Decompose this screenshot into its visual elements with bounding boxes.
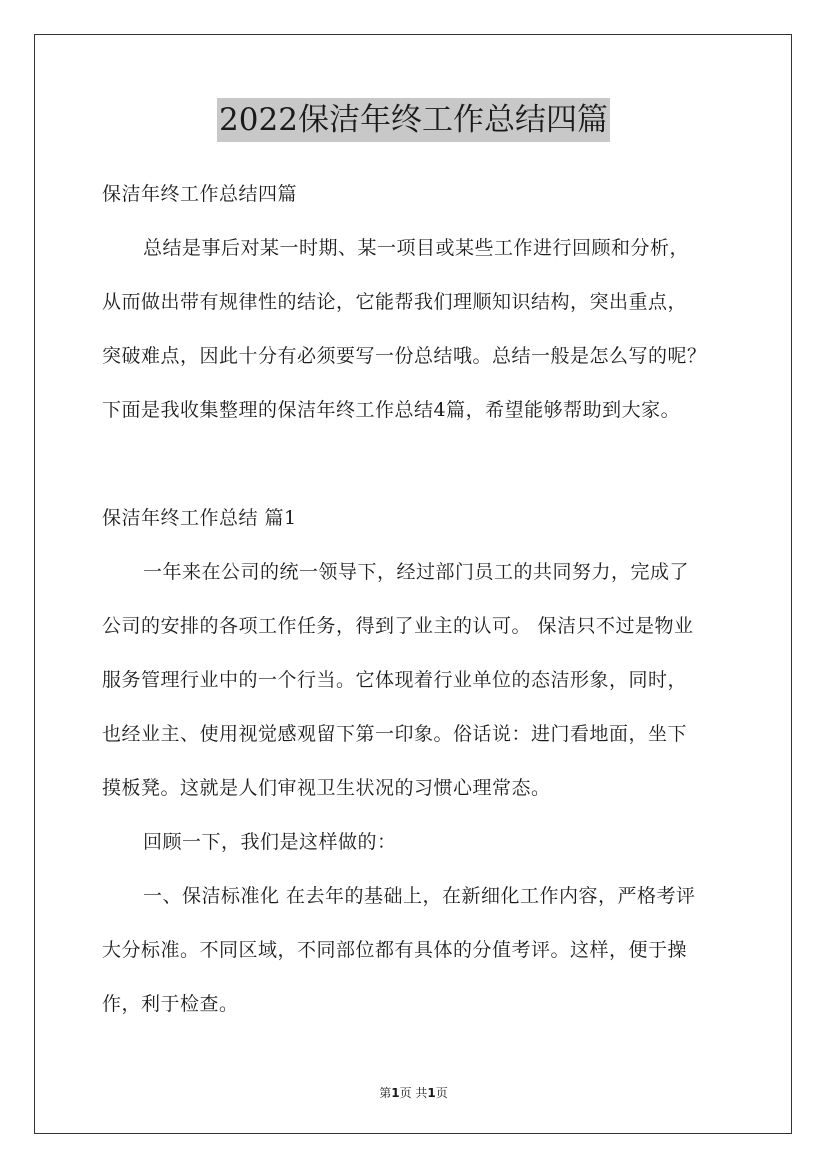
page-label-mid: 页 共 bbox=[399, 1086, 428, 1100]
para2-line-1: 回顾一下，我们是这样做的： bbox=[143, 831, 397, 853]
para1-line-5: 摸板凳。这就是人们审视卫生状况的习惯心理常态。 bbox=[102, 777, 551, 799]
page-total-number: 1 bbox=[427, 1086, 436, 1100]
title-container bbox=[0, 98, 827, 142]
para3-line-1: 一、保洁标准化 在去年的基础上，在新细化工作内容，严格考评 bbox=[143, 885, 696, 907]
document-subtitle: 保洁年终工作总结四篇 bbox=[102, 183, 298, 205]
para1-line-3: 服务管理行业中的一个行当。它体现着行业单位的态洁形象，同时， bbox=[102, 669, 688, 691]
para3-line-3: 作，利于检查。 bbox=[102, 993, 239, 1015]
para3-line-2: 大分标准。不同区域，不同部位都有具体的分值考评。这样，便于操 bbox=[102, 939, 688, 961]
page-current-number: 1 bbox=[391, 1086, 400, 1100]
intro-line-3: 突破难点，因此十分有必须要写一份总结哦。总结一般是怎么写的呢？ bbox=[102, 345, 707, 367]
intro-line-4: 下面是我收集整理的保洁年终工作总结4篇，希望能够帮助到大家。 bbox=[102, 399, 681, 421]
para1-line-2: 公司的安排的各项工作任务，得到了业主的认可。 保洁只不过是物业 bbox=[102, 615, 694, 637]
para1-line-4: 也经业主、使用视觉感观留下第一印象。俗话说：进门看地面，坐下 bbox=[102, 723, 688, 745]
intro-line-2: 从而做出带有规律性的结论，它能帮我们理顺知识结构，突出重点， bbox=[102, 291, 688, 313]
page-label-prefix: 第 bbox=[379, 1086, 392, 1100]
section-heading: 保洁年终工作总结 篇1 bbox=[102, 507, 297, 529]
intro-line-1: 总结是事后对某一时期、某一项目或某些工作进行回顾和分析， bbox=[143, 237, 690, 259]
document-title: 2022保洁年终工作总结四篇 bbox=[217, 98, 610, 142]
page-footer bbox=[0, 1085, 827, 1101]
page-label-suffix: 页 bbox=[435, 1086, 448, 1100]
para1-line-1: 一年来在公司的统一领导下，经过部门员工的共同努力，完成了 bbox=[143, 561, 690, 583]
